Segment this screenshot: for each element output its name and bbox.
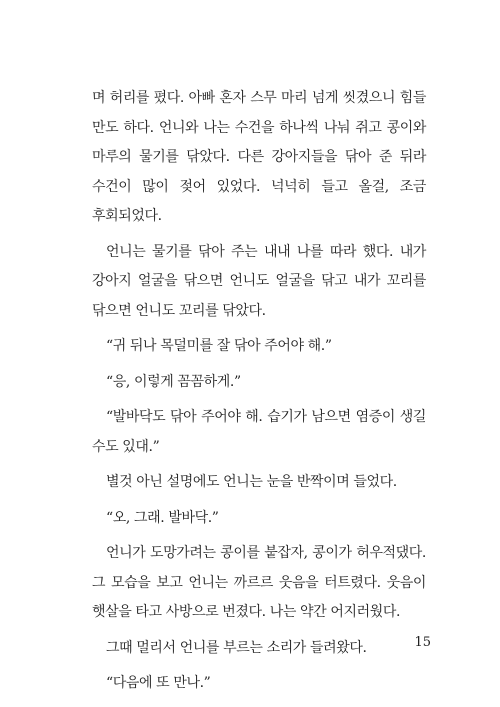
paragraph: 별것 아닌 설명에도 언니는 눈을 반짝이며 들었다. — [106, 474, 397, 490]
dialogue-line: “응, 이렇게 꼼꼼하게.” — [106, 373, 241, 390]
dialogue-line: “귀 뒤나 목덜미를 잘 닦아 주어야 해.” — [106, 338, 332, 354]
dialogue-line: “다음에 또 만나.” — [106, 675, 211, 691]
paragraph: 언니가 도망가려는 콩이를 붙잡자, 콩이가 허우적댔다. 그 모습을 보고 언니는 까르르 웃음을 터트렸다. 웃음이 햇살을 타고 사방으로 번졌다. 나는 약간 어지러웠다. — [92, 545, 426, 620]
paragraph: 언니는 물기를 닦아 주는 내내 나를 따라 했다. 내가 강아지 얼굴을 닦으면 언니도 얼굴을 닦고 내가 꼬리를 닦으면 언니도 꼬리를 닦았다. — [92, 243, 426, 319]
body-text — [92, 84, 426, 705]
paragraph: 그때 멀리서 언니를 부르는 소리가 들려왔다. — [106, 639, 367, 656]
paragraph-continued: 며 허리를 폈다. 아빠 혼자 스무 마리 넘게 씻겼으니 힘들 만도 하다. 언니와 나는 수건을 하나씩 나눠 쥐고 콩이와 마루의 물기를 닦았다. 다른 강아지들을 닦아 준 뒤라 수건이 많이 젖어 있었다. 넉넉히 들고 올걸, 조금 후회되었다. — [92, 90, 426, 224]
dialogue-line: “발바닥도 닦아 주어야 해. 습기가 남으면 염증이 생길 수도 있대.” — [92, 409, 426, 455]
dialogue-line: “오, 그래. 발바닥.” — [106, 509, 219, 526]
page-number: 15 — [414, 635, 431, 650]
